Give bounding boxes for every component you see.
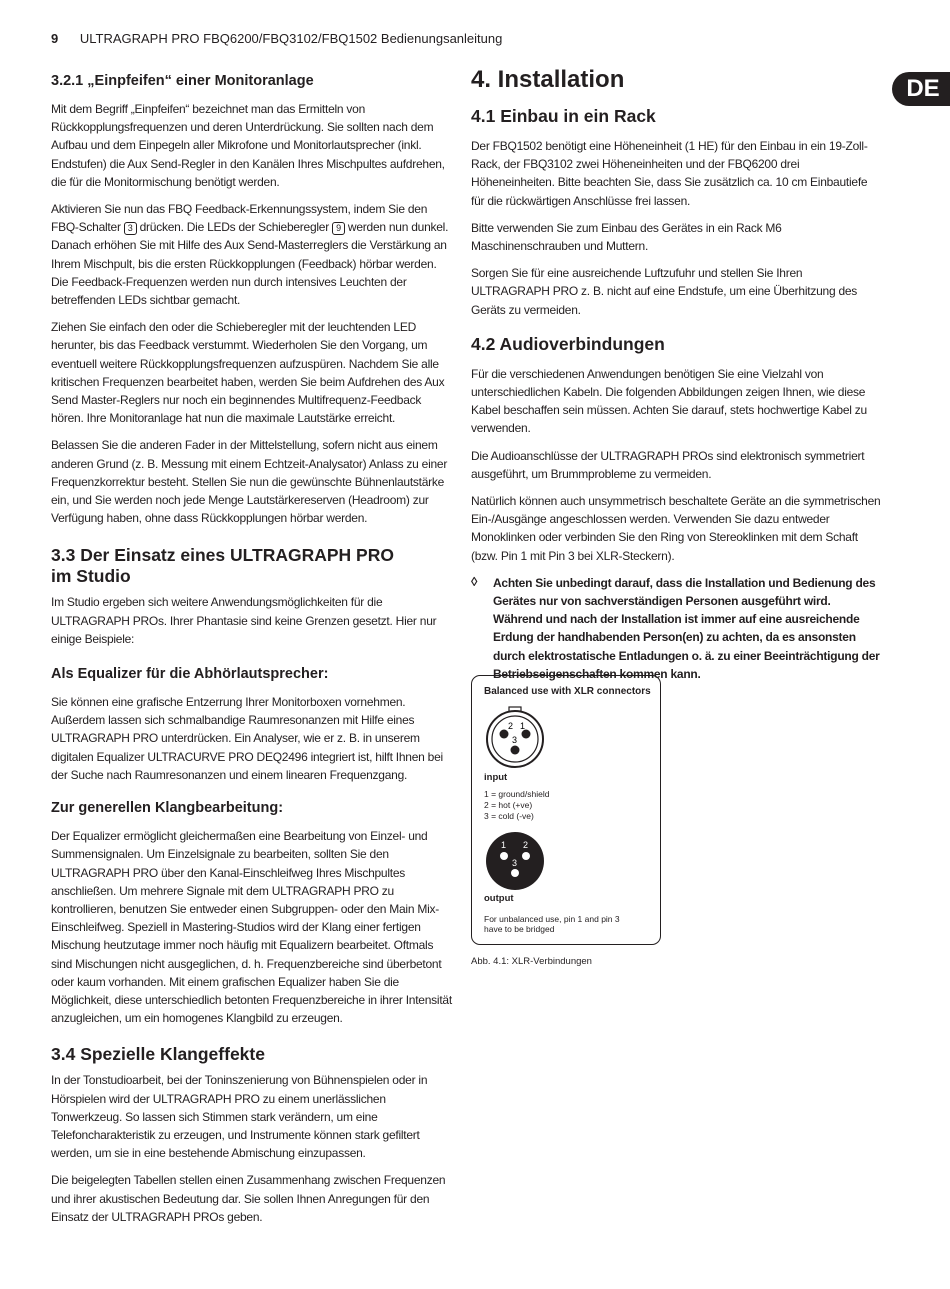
section-4-1-heading: 4.1 Einbau in ein Rack xyxy=(471,106,656,126)
right-column xyxy=(471,66,881,683)
output-label: output xyxy=(484,893,514,904)
section-3-4-heading: 3.4 Spezielle Klangeffekte xyxy=(51,1044,265,1065)
paragraph: Der Equalizer ermöglicht gleichermaßen eine Bearbeitung von Einzel- und Summensignalen. Um Einzelsignale zu bearbeiten, sollten Sie den ULTRAGRAPH PRO über den Kanal-Einschleifweg Ihres Mischpultes anschließen. Um mehrere Signale mit dem ULTRAGRAPH PRO zu kontrollieren, benutzen Sie entweder einen Subgruppen- oder den Main Mix-Einschleifweg. Speziell in Mastering-Studios wird der Klang einer fertigen Mischung heutzutage immer noch häufig mit Equalizern bearbeitet. Oftmals sind Mischungen nicht ausgeglichen, d. h. Frequenzbereiche sind überbetont oder kaum vorhanden. Mit einem grafischen Equalizer haben Sie die Möglichkeit, diese unterschiedlich betonten Frequenzbereiche in ihrer Intensität anzugleichen, um ein homogenes Klangbild zu erzeugen. xyxy=(51,829,452,1026)
subheading-klangbearbeitung: Zur generellen Klangbearbeitung: xyxy=(51,800,284,817)
safety-notice xyxy=(471,574,881,683)
paragraph: Mit dem Begriff „Einpfeifen“ bezeichnet man das Ermitteln von Rückkopplungsfrequenzen und deren Unterdrückung. Sie sollten nach dem Aufbau und dem Einpegeln aller Mikrofone und Monitorlautsprecher (inkl. Endstufen) die Aux Send-Regler in den Kanälen Ihres Mischpultes aufdrehen, die für die Monitormischung benötigt werden. xyxy=(51,102,445,189)
diagram-title: Balanced use with XLR connectors xyxy=(484,686,651,697)
input-label: input xyxy=(484,772,508,783)
pin-label: 3 xyxy=(512,735,518,745)
paragraph: Im Studio ergeben sich weitere Anwendungsmöglichkeiten für die ULTRAGRAPH PROs. Ihrer Phantasie sind keine Grenzen gesetzt. Hier nur einige Beispiele: xyxy=(51,595,437,646)
paragraph: Sorgen Sie für eine ausreichende Luftzufuhr und stellen Sie Ihren ULTRAGRAPH PRO z. B. nicht auf eine Endstufe, um eine Überhitzung des Geräts zu vermeiden. xyxy=(471,266,858,317)
pin-label: 1 xyxy=(520,721,526,731)
paragraph: Natürlich können auch unsymmetrisch beschaltete Geräte an die symmetrischen Ein-/Ausgänge angeschlossen werden. Verwenden Sie dazu entweder Monoklinken oder verbinden Sie den Ring von Stereoklinken mit dem Schaft (bzw. Pin 1 mit Pin 3 bei XLR-Steckern). xyxy=(471,494,881,563)
paragraph: Bitte verwenden Sie zum Einbau des Gerätes in ein Rack M6 Maschinenschrauben und Muttern. xyxy=(471,220,782,254)
xlr-male-connector-icon xyxy=(484,830,546,892)
pin3-desc: 3 = cold (-ve) xyxy=(484,811,534,821)
paragraph: Ziehen Sie einfach den oder die Schieberegler mit der leuchtenden LED herunter, bis das Feedback verstummt. Wiederholen Sie den Vorgang, um eventuell weitere Rückkopplungsfrequenzen aufzuspüren. Nachdem Sie alle kritischen Frequenzen bearbeitet haben, werden Sie beim Aufdrehen des Aux Send Master-Reglers nur noch ein beginnendes Multifrequenz-Feedback hören. Ihre Monitoranlage hat nun die maximale Lautstärke erreicht. xyxy=(51,320,445,426)
xlr-female-connector-icon xyxy=(484,706,546,768)
unbalanced-note-line2: have to be bridged xyxy=(484,924,555,934)
paragraph: Aktivieren Sie nun das FBQ Feedback-Erkennungssystem, indem Sie den FBQ-Schalter 3 drücken. Die LEDs der Schieberegler 9 werden nun dunkel. Danach erhöhen Sie mit Hilfe des Aux Send-Masterreglers die Verstärkung an Ihrem Mischpult, bis die ersten Rückkopplungen (Feedback) hörbar werden. Die Feedback-Frequenzen werden nun durch intensives Leuchten der betreffenden LEDs sichtbar gemacht. xyxy=(51,202,449,308)
ref-box: 3 xyxy=(124,222,137,235)
notice-text: Achten Sie unbedingt darauf, dass die Installation und Bedienung des Gerätes nur von sachverständigen Personen ausgeführt wird. Während und nach der Installation ist immer auf eine ausreichende Erdung der handhabenden Person(en) zu achten, da es ansonsten durch elektrostatische Entladungen o. ä. zu einer Beeinträchtigung der Betriebseigenschaften kommen kann. xyxy=(493,575,880,681)
unbalanced-note-line1: For unbalanced use, pin 1 and pin 3 xyxy=(484,914,620,924)
paragraph: Der FBQ1502 benötigt eine Höheneinheit (1 HE) für den Einbau in ein 19-Zoll-Rack, der FBQ3102 zwei Höheneinheiten und der FBQ6200 drei Höheneinheiten. Bitte beachten Sie, dass Sie zusätzlich ca. 10 cm Einbautiefe für die rückwärtigen Anschlüsse frei lassen. xyxy=(471,139,868,208)
language-badge: DE xyxy=(892,72,950,106)
ref-box: 9 xyxy=(332,222,345,235)
document-title: ULTRAGRAPH PRO FBQ6200/FBQ3102/FBQ1502 Bedienungsanleitung xyxy=(79,31,503,46)
page-header xyxy=(51,31,502,46)
paragraph: In der Tonstudioarbeit, bei der Toninszenierung von Bühnenspielen oder in Hörspielen wird der ULTRAGRAPH PRO zu einem unerlässlichen Tonwerkzeug. So lassen sich Stimmen stark verändern, um eine Telefoncharakteristik zu erzeugen, und Instrumente können stark gefiltert werden, um sie in eine bestehende Abmischung einzupassen. xyxy=(51,1073,428,1161)
left-column xyxy=(51,72,455,1235)
subheading-equalizer: Als Equalizer für die Abhörlautsprecher: xyxy=(51,666,329,683)
pin-label: 2 xyxy=(523,840,529,850)
paragraph: Belassen Sie die anderen Fader in der Mittelstellung, sofern nicht aus einem anderen Grund (z. B. Messung mit einem Echtzeit-Analysator) Anlass zu einer Frequenzkorrektur besteht. Stellen Sie nun die gewünschte Bühnenlautstärke ein, und Sie werden noch jede Menge Lautstärkereserven (Headroom) zur Verfügung haben, ohne dass Rückkopplungen hörbar werden. xyxy=(51,438,448,526)
xlr-diagram xyxy=(471,675,661,945)
paragraph: Die Audioanschlüsse der ULTRAGRAPH PROs sind elektronisch symmetriert ausgeführt, um Brummprobleme zu vermeiden. xyxy=(471,448,865,481)
paragraph: Die beigelegten Tabellen stellen einen Zusammenhang zwischen Frequenzen und ihrer akustischen Bedeutung dar. Sie sollen Ihnen Anregungen für den Einsatz der ULTRAGRAPH PROs geben. xyxy=(51,1173,446,1224)
pin2-desc: 2 = hot (+ve) xyxy=(484,800,533,810)
section-3-3-heading: 3.3 Der Einsatz eines ULTRAGRAPH PRO im Studio xyxy=(51,545,394,587)
diamond-icon: ◊ xyxy=(471,573,478,589)
pin-label: 2 xyxy=(508,721,514,731)
section-3-2-1-heading: 3.2.1 „Einpfeifen“ einer Monitoranlage xyxy=(51,73,314,89)
paragraph: Für die verschiedenen Anwendungen benötigen Sie eine Vielzahl von unterschiedlichen Kabeln. Die folgenden Abbildungen zeigen Ihnen, wie diese Kabel beschaffen sein müssen. Achten Sie darauf, stets hochwertige Kabel zu verwenden. xyxy=(471,366,867,436)
pin-label: 3 xyxy=(512,858,518,868)
section-4-2-heading: 4.2 Audioverbindungen xyxy=(471,333,665,354)
paragraph: Sie können eine grafische Entzerrung Ihrer Monitorboxen vornehmen. Außerdem lassen sich schmalbandige Raumresonanzen mit Hilfe eines ULTRAGRAPH PRO unterdrücken. Ein Analyser, wie er z. B. in unserem digitalen Equalizer ULTRACURVE PRO DEQ2496 integriert ist, hilft Ihnen bei der Suche nach Raumresonanzen und einem linearen Frequenzgang. xyxy=(51,695,443,782)
pin1-desc: 1 = ground/shield xyxy=(484,789,550,799)
page-number: 9 xyxy=(51,31,59,46)
figure-caption: Abb. 4.1: XLR-Verbindungen xyxy=(471,956,592,967)
pin-label: 1 xyxy=(501,840,507,850)
chapter-4-heading: 4. Installation xyxy=(471,66,625,93)
